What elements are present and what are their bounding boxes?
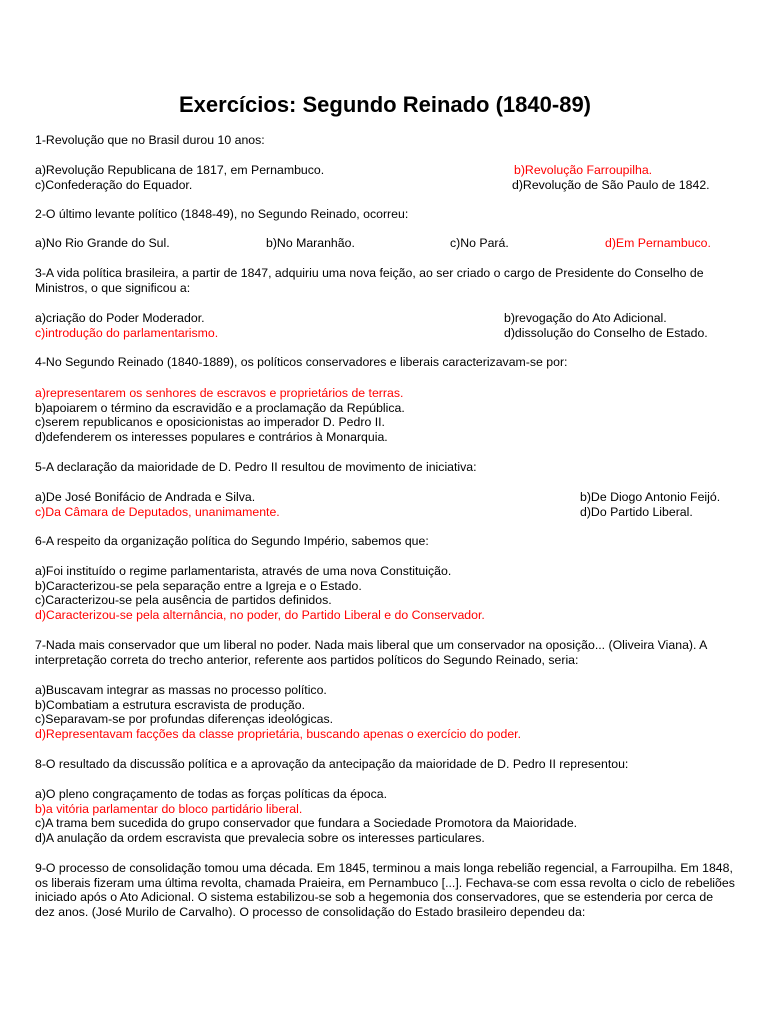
- q7-option-b: b)Combatiam a estrutura escravista de produção.: [35, 697, 305, 712]
- question-5-options: [35, 490, 735, 519]
- q3-option-b: b)revogação do Ato Adicional.: [504, 311, 667, 325]
- question-2-options: [35, 236, 735, 251]
- q5-option-d: d)Do Partido Liberal.: [580, 504, 693, 519]
- question-6: [35, 534, 735, 549]
- question-2-text: 2-O último levante político (1848-49), no Segundo Reinado, ocorreu:: [35, 207, 409, 221]
- q5-option-c: c)Da Câmara de Deputados, unanimamente.: [35, 504, 280, 519]
- q8-option-a: a)O pleno congraçamento de todas as forças políticas da época.: [35, 787, 388, 801]
- q4-option-b: b)apoiarem o término da escravidão e a proclamação da República.: [35, 400, 405, 415]
- question-8-text: 8-O resultado da discussão política e a aprovação da antecipação da maioridade de D. Pedro II representou:: [35, 757, 629, 771]
- question-9-text: 9-O processo de consolidação tomou uma década. Em 1845, terminou a mais longa rebelião regencial, a Farroupilha. Em 1848, os liberais fizeram uma última revolta, chamada Praieira, em Pernambuco [...]. Fechava-se com essa revolta o ciclo de rebeliões iniciado após o Ato Adicional. O sistema estabilizou-se sob a hegemonia dos conservadores, que se estenderia por cerca de dez anos. (José Murilo de Carvalho). O processo de consolidação do Estado brasileiro dependeu da:: [35, 861, 735, 919]
- question-3: [35, 266, 735, 295]
- question-6-options: [35, 564, 735, 622]
- q2-option-d: d)Em Pernambuco.: [605, 236, 711, 250]
- q8-option-d: d)A anulação da ordem escravista que prevalecia sobre os interesses particulares.: [35, 830, 485, 845]
- q6-option-c: c)Caracterizou-se pela ausência de partidos definidos.: [35, 593, 332, 608]
- q8-option-c: c)A trama bem sucedida do grupo conservador que fundara a Sociedade Promotora da Maioridade.: [35, 816, 578, 831]
- q4-option-a: a)representarem os senhores de escravos e proprietários de terras.: [35, 386, 404, 400]
- question-8-options: [35, 787, 735, 845]
- question-2: [35, 207, 735, 222]
- page-title: Exercícios: Segundo Reinado (1840-89): [178, 92, 592, 117]
- question-1: [35, 133, 735, 148]
- question-4-options: [35, 386, 735, 444]
- question-6-text: 6-A respeito da organização política do Segundo Império, sabemos que:: [35, 534, 429, 548]
- q3-option-d: d)dissolução do Conselho de Estado.: [504, 325, 708, 340]
- q5-option-a: a)De José Bonifácio de Andrada e Silva.: [35, 490, 256, 504]
- q7-option-a: a)Buscavam integrar as massas no processo político.: [35, 683, 327, 697]
- q6-option-a: a)Foi instituído o regime parlamentarista, através de uma nova Constituição.: [35, 564, 452, 578]
- q1-option-c: c)Confederação do Equador.: [35, 177, 193, 192]
- q2-option-a: a)No Rio Grande do Sul.: [35, 236, 170, 250]
- question-7-text: 7-Nada mais conservador que um liberal no poder. Nada mais liberal que um conservador na oposição... (Oliveira Viana). A interpretação correta do trecho anterior, referente aos partidos políticos do Segundo Reinado, seria:: [35, 638, 707, 667]
- q4-option-c: c)serem republicanos e oposicionistas ao imperador D. Pedro II.: [35, 415, 385, 430]
- question-3-text: 3-A vida política brasileira, a partir de 1847, adquiriu uma nova feição, ao ser criado o cargo de Presidente do Conselho de Ministros, o que significou a:: [35, 266, 704, 295]
- question-4-text: 4-No Segundo Reinado (1840-1889), os políticos conservadores e liberais caracterizavam-se por:: [35, 355, 568, 369]
- q3-option-a: a)criação do Poder Moderador.: [35, 311, 205, 325]
- q8-option-b: b)a vitória parlamentar do bloco partidário liberal.: [35, 801, 303, 816]
- q3-option-c: c)introdução do parlamentarismo.: [35, 325, 219, 340]
- question-8: [35, 757, 735, 772]
- q2-option-c: c)No Pará.: [450, 236, 509, 250]
- question-5: [35, 460, 735, 475]
- question-1-text: 1-Revolução que no Brasil durou 10 anos:: [35, 133, 265, 147]
- question-4: [35, 355, 735, 370]
- question-1-options: [35, 163, 735, 192]
- q1-option-b: b)Revolução Farroupilha.: [514, 163, 653, 177]
- q1-option-d: d)Revolução de São Paulo de 1842.: [512, 177, 710, 192]
- question-9: [35, 861, 735, 919]
- question-7: [35, 638, 735, 667]
- question-3-options: [35, 311, 735, 340]
- q7-option-c: c)Separavam-se por profundas diferenças ideológicas.: [35, 712, 334, 727]
- q6-option-b: b)Caracterizou-se pela separação entre a Igreja e o Estado.: [35, 578, 362, 593]
- q2-option-b: b)No Maranhão.: [266, 236, 355, 250]
- q5-option-b: b)De Diogo Antonio Feijó.: [580, 490, 721, 504]
- q7-option-d: d)Representavam facções da classe proprietária, buscando apenas o exercício do poder.: [35, 726, 522, 741]
- question-5-text: 5-A declaração da maioridade de D. Pedro II resultou de movimento de iniciativa:: [35, 460, 477, 474]
- q1-option-a: a)Revolução Republicana de 1817, em Pernambuco.: [35, 163, 325, 177]
- q6-option-d: d)Caracterizou-se pela alternância, no poder, do Partido Liberal e do Conservador.: [35, 607, 485, 622]
- q4-option-d: d)defenderem os interesses populares e contrários à Monarquia.: [35, 429, 388, 444]
- question-7-options: [35, 683, 735, 741]
